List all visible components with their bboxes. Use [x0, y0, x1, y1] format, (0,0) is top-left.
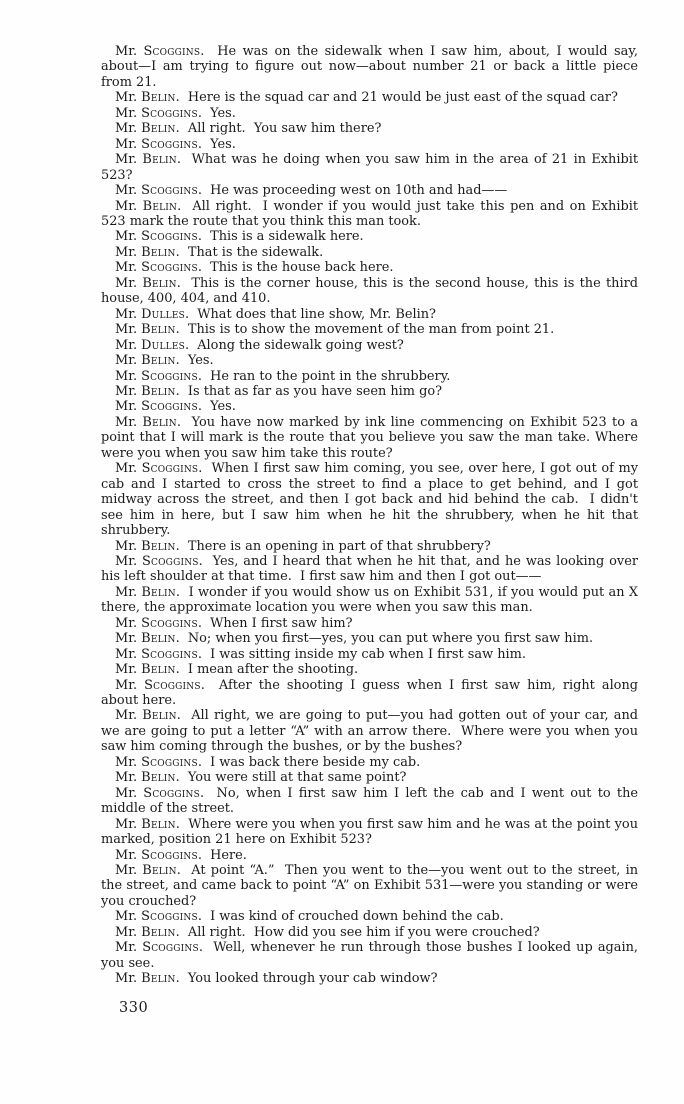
speaker-name: Scoggins	[141, 368, 198, 384]
speaker-prefix: Mr.	[115, 754, 142, 770]
transcript-paragraph: Mr. Scoggins. Yes.	[115, 399, 236, 415]
speaker-prefix: Mr.	[115, 646, 142, 662]
speaker-prefix: Mr.	[115, 368, 142, 384]
transcript-paragraph: Mr. Scoggins. Well, whenever he run through those bushes I looked up again, you see.	[101, 940, 638, 971]
speaker-prefix: Mr.	[115, 229, 142, 245]
transcript-paragraph: Mr. Scoggins. I was back there beside my cab.	[115, 754, 421, 770]
speaker-name: Belin	[141, 121, 176, 137]
speaker-name: Scoggins	[141, 229, 198, 245]
speaker-name: Belin	[141, 971, 176, 987]
speaker-prefix: Mr.	[115, 971, 142, 987]
speaker-name: Belin	[141, 538, 176, 554]
transcript-paragraph: Mr. Belin. All right. How did you see him if you were crouched?	[115, 924, 540, 940]
speaker-prefix: Mr.	[115, 322, 142, 338]
transcript-paragraph: Mr. Scoggins. This is a sidewalk here.	[115, 229, 364, 245]
speaker-prefix: Mr.	[115, 615, 142, 631]
transcript-paragraph: Mr. Belin. This is to show the movement of the man from point 21.	[115, 322, 555, 338]
speaker-prefix: Mr.	[115, 383, 142, 399]
transcript-paragraph: Mr. Belin. All right, we are going to put—you had gotten out of your car, and we are going to put a letter “A” with an arrow there. Where were you when you saw him coming through the bushes, or by the bushes?	[101, 708, 638, 755]
speaker-name: Scoggins	[142, 940, 199, 956]
transcript-paragraph: Mr. Scoggins. I was sitting inside my cab when I first saw him.	[115, 646, 526, 662]
speaker-name: Scoggins	[141, 754, 198, 770]
speaker-prefix: Mr.	[115, 863, 143, 879]
speaker-name: Belin	[141, 770, 176, 786]
speaker-prefix: Mr.	[115, 538, 142, 554]
speaker-name: Scoggins	[141, 105, 198, 121]
speaker-prefix: Mr.	[115, 44, 144, 59]
speaker-name: Belin	[142, 275, 177, 291]
speaker-prefix: Mr.	[115, 553, 142, 569]
speaker-prefix: Mr.	[115, 183, 142, 199]
speaker-prefix: Mr.	[115, 461, 142, 477]
transcript-paragraph: Mr. Belin. That is the sidewalk.	[115, 244, 324, 260]
speaker-name: Scoggins	[143, 44, 201, 59]
speaker-prefix: Mr.	[115, 785, 144, 801]
speaker-name: Scoggins	[141, 909, 198, 925]
speaker-name: Scoggins	[141, 183, 198, 199]
speaker-name: Belin	[141, 90, 176, 106]
speaker-name: Dulles	[141, 337, 185, 353]
speaker-prefix: Mr.	[115, 198, 143, 214]
speaker-name: Belin	[142, 863, 177, 879]
speaker-name: Scoggins	[141, 136, 198, 152]
transcript-paragraph: Mr. Scoggins. When I first saw him?	[115, 615, 353, 631]
transcript-paragraph: Mr. Belin. You were still at that same point?	[115, 770, 407, 786]
transcript-paragraph: Mr. Dulles. Along the sidewalk going west?	[115, 337, 404, 353]
speaker-name: Belin	[141, 662, 176, 678]
speaker-prefix: Mr.	[115, 121, 142, 137]
transcript-paragraph: Mr. Scoggins. Yes.	[115, 136, 236, 152]
transcript-paragraph: Mr. Scoggins. This is the house back here.	[115, 260, 394, 276]
transcript-paragraph: Mr. Scoggins. No, when I first saw him I left the cab and I went out to the middle of the street.	[101, 785, 639, 817]
speaker-prefix: Mr.	[115, 353, 142, 369]
transcript-paragraph: Mr. Scoggins. He was proceeding west on 10th and had——	[115, 183, 508, 199]
speaker-name: Belin	[141, 383, 176, 399]
speaker-name: Belin	[141, 322, 176, 338]
transcript-paragraph: Mr. Scoggins. He ran to the point in the shrubbery.	[115, 368, 451, 384]
transcript-paragraph: Mr. Scoggins. Here.	[115, 847, 247, 863]
speaker-name: Belin	[141, 244, 176, 260]
transcript-paragraph: Mr. Scoggins. He was on the sidewalk when I saw him, about, I would say, about—I am trying to figure out now—about number 21 or back a little piece from 21.	[101, 44, 638, 90]
speaker-name: Scoggins	[141, 461, 199, 477]
transcript-paragraph: Mr. Scoggins. After the shooting I guess when I first saw him, right along about here.	[101, 677, 639, 709]
speaker-name: Scoggins	[141, 260, 198, 276]
transcript-paragraph: Mr. Scoggins. Yes.	[115, 105, 236, 121]
speaker-prefix: Mr.	[115, 244, 142, 260]
transcript-paragraph: Mr. Scoggins. Yes, and I heard that when he hit that, and he was looking over his left shoulder at that time. I first saw him and then I got out——	[101, 553, 639, 585]
speaker-name: Belin	[141, 924, 176, 940]
transcript-paragraph: Mr. Belin. Where were you when you first saw him and he was at the point you marked, position 21 here on Exhibit 523?	[101, 816, 638, 848]
speaker-name: Scoggins	[144, 677, 201, 693]
speaker-prefix: Mr.	[115, 708, 143, 724]
transcript-paragraph: Mr. Dulles. What does that line show, Mr. Belin?	[115, 306, 436, 322]
speaker-prefix: Mr.	[115, 399, 142, 415]
speaker-name: Belin	[141, 584, 176, 600]
transcript-paragraph: Mr. Belin. All right. I wonder if you would just take this pen and on Exhibit 523 mark the route that you think this man took.	[101, 198, 638, 229]
transcript-paragraph: Mr. Belin. Yes.	[115, 353, 214, 369]
speaker-prefix: Mr.	[115, 816, 142, 832]
transcript-paragraph: Mr. Belin. I mean after the shooting.	[115, 662, 359, 678]
page-number: 330	[119, 1000, 149, 1016]
transcript-paragraph: Mr. Belin. Here is the squad car and 21 would be just east of the squad car?	[115, 90, 618, 106]
speaker-name: Scoggins	[141, 646, 198, 662]
speaker-prefix: Mr.	[115, 275, 143, 291]
transcript-paragraph: Mr. Scoggins. I was kind of crouched down behind the cab.	[115, 909, 504, 925]
speaker-name: Belin	[142, 152, 177, 168]
speaker-prefix: Mr.	[115, 631, 142, 647]
transcript-paragraph: Mr. Belin. All right. You saw him there?	[115, 121, 382, 137]
speaker-name: Dulles	[141, 306, 185, 322]
transcript-paragraph: Mr. Belin. No; when you first—yes, you can put where you first saw him.	[115, 631, 594, 647]
speaker-prefix: Mr.	[115, 584, 142, 600]
transcript-paragraph: Mr. Belin. You have now marked by ink line commencing on Exhibit 523 to a point that I will mark is the route that you believe you saw the man take. Where were you when you saw him take this route?	[101, 414, 639, 461]
speaker-prefix: Mr.	[115, 414, 143, 430]
transcript-paragraph: Mr. Belin. I wonder if you would show us on Exhibit 531, if you would put an X there, the approximate location you were when you saw this man.	[101, 584, 638, 616]
speaker-name: Scoggins	[143, 785, 200, 801]
speaker-prefix: Mr.	[115, 90, 142, 106]
speaker-name: Belin	[142, 708, 177, 724]
transcript-paragraph: Mr. Scoggins. When I first saw him coming, you see, over here, I got out of my cab and I started to cross the street to find a place to get behind, and I got midway across the street, and then I got back and hid behind the cab. I didn't see him in here, but I saw him when he hit the shrubbery, when he hit that shrubbery.	[101, 461, 638, 539]
transcript-paragraph: Mr. Belin. There is an opening in part of that shrubbery?	[115, 538, 491, 554]
speaker-prefix: Mr.	[115, 909, 142, 925]
speaker-name: Scoggins	[141, 847, 198, 863]
speaker-prefix: Mr.	[115, 940, 143, 956]
speaker-name: Belin	[142, 414, 177, 430]
speaker-prefix: Mr.	[115, 924, 142, 940]
speaker-name: Belin	[141, 816, 176, 832]
speaker-prefix: Mr.	[115, 770, 142, 786]
transcript-paragraph: Mr. Belin. What was he doing when you saw him in the area of 21 in Exhibit 523?	[101, 152, 639, 183]
transcript-paragraph: Mr. Belin. You looked through your cab window?	[115, 971, 438, 987]
transcript-paragraph: Mr. Belin. This is the corner house, this is the second house, this is the third house, 400, 404, and 410.	[101, 275, 638, 307]
speaker-name: Scoggins	[141, 553, 199, 569]
speaker-prefix: Mr.	[115, 152, 143, 168]
speaker-prefix: Mr.	[115, 260, 142, 276]
speaker-name: Belin	[141, 631, 176, 647]
speaker-prefix: Mr.	[115, 337, 142, 353]
transcript-paragraph: Mr. Belin. At point “A.” Then you went to the—you went out to the street, in the street, and came back to point “A” on Exhibit 531—were you standing or were you crouched?	[101, 863, 639, 909]
testimony-transcript	[101, 44, 638, 987]
speaker-prefix: Mr.	[115, 847, 142, 863]
speaker-name: Scoggins	[141, 615, 198, 631]
speaker-name: Belin	[142, 198, 178, 214]
speaker-name: Scoggins	[141, 399, 198, 415]
speaker-prefix: Mr.	[115, 677, 145, 693]
speaker-prefix: Mr.	[115, 136, 142, 152]
speaker-prefix: Mr.	[115, 662, 142, 678]
speaker-prefix: Mr.	[115, 306, 142, 322]
speaker-name: Belin	[141, 353, 176, 369]
transcript-paragraph: Mr. Belin. Is that as far as you have seen him go?	[115, 383, 443, 399]
speaker-prefix: Mr.	[115, 105, 142, 121]
